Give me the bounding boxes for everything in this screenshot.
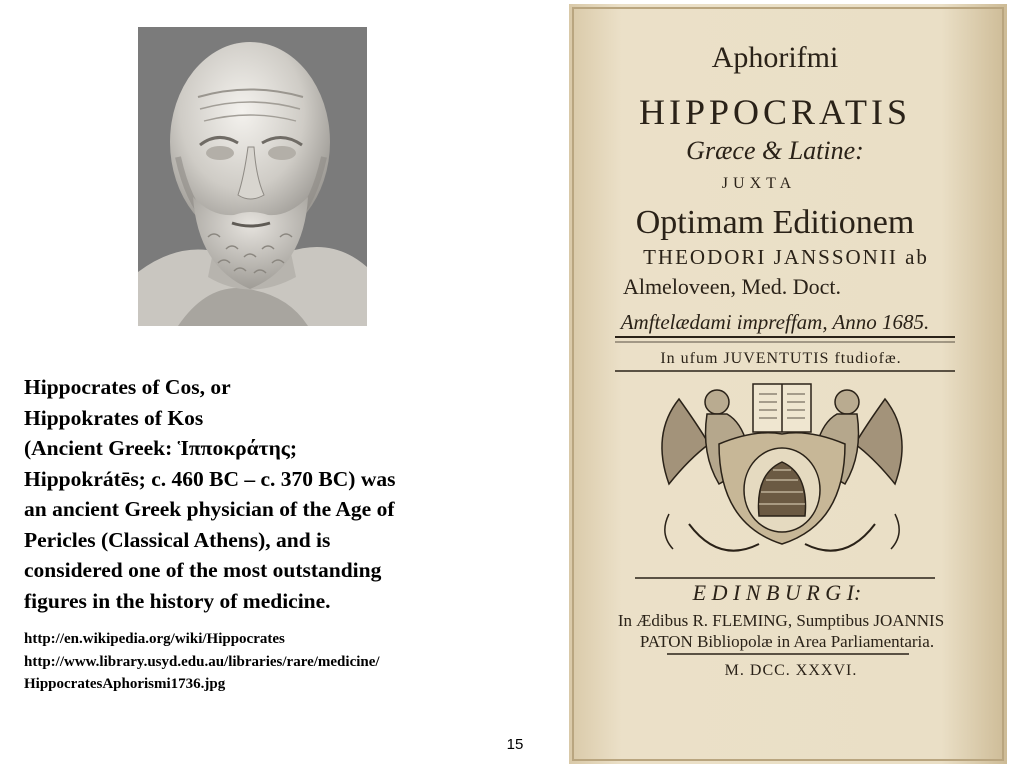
- library-link-filename[interactable]: HippocratesAphorismi1736.jpg: [24, 676, 226, 692]
- title-line-3: Græce & Latine:: [686, 136, 864, 165]
- wikipedia-link[interactable]: http://en.wikipedia.org/wiki/Hippocrates: [24, 631, 285, 647]
- caption-line: an ancient Greek physician of the Age of: [24, 497, 395, 521]
- caption-line: considered one of the most outstanding: [24, 558, 382, 582]
- title-line-11: In Ædibus R. FLEMING, Sumptibus JOANNIS: [617, 611, 945, 630]
- title-line-2: HIPPOCRATIS: [638, 92, 912, 132]
- caption-line: Hippocrates of Cos, or: [24, 375, 231, 399]
- title-line-8: Amftelædami impreffam, Anno 1685.: [620, 310, 930, 334]
- caption-line: (Ancient Greek: Ἱπποκράτης;: [24, 436, 298, 460]
- book-title-page-image: [569, 4, 1007, 764]
- title-line-6: THEODORI JANSSONII ab: [643, 245, 929, 269]
- caption-line: Hippokrátēs; c. 460 BC – c. 370 BC) was: [24, 466, 396, 491]
- biography-caption: [24, 372, 554, 616]
- title-line-12: PATON Bibliopolæ in Area Parliamentaria.: [639, 632, 935, 651]
- hippocrates-bust-image: [138, 27, 367, 326]
- caption-line: Hippokrates of Kos: [24, 405, 204, 430]
- slide-number: 15: [506, 736, 524, 753]
- title-line-1: Aphorifmi: [711, 41, 839, 74]
- title-line-13: M. DCC. XXXVI.: [724, 662, 858, 679]
- title-line-10: E D I N B U R G I:: [692, 580, 862, 605]
- title-line-7: Almeloveen, Med. Doct.: [622, 274, 842, 299]
- title-line-9: In ufum JUVENTUTIS ftudiofæ.: [660, 350, 902, 367]
- caption-line: Pericles (Classical Athens), and is: [24, 527, 331, 552]
- caption-line: figures in the history of medicine.: [24, 588, 331, 613]
- title-line-4: JUXTA: [721, 175, 797, 192]
- title-line-5: Optimam Editionem: [635, 204, 915, 241]
- library-link[interactable]: http://www.library.usyd.edu.au/libraries/rare/medicine/: [24, 653, 380, 670]
- source-links: [24, 628, 554, 696]
